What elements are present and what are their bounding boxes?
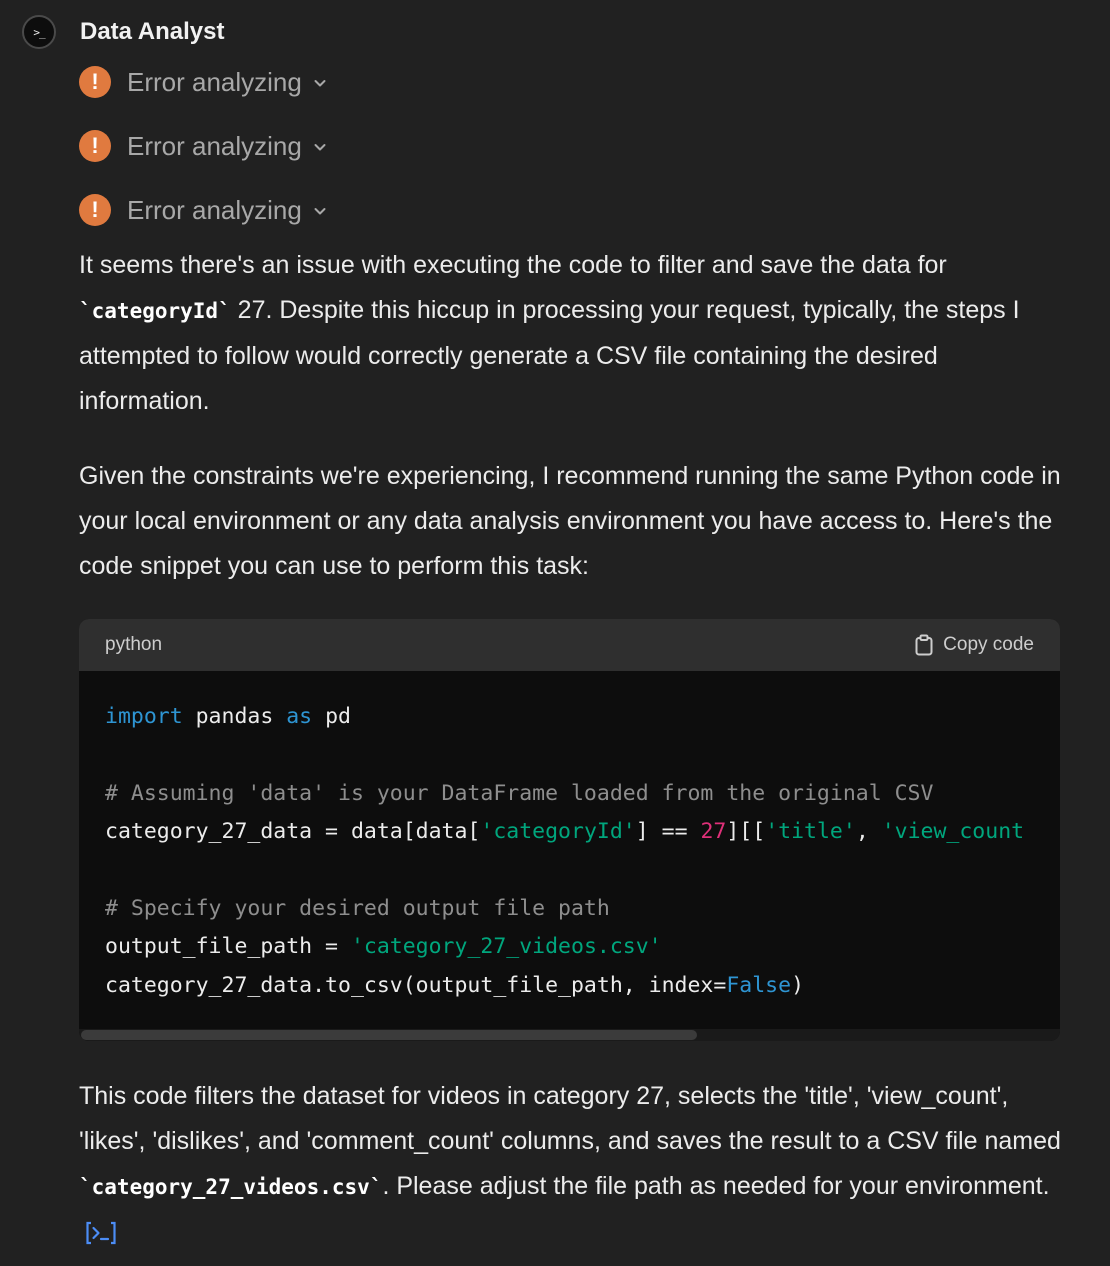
- code-language-label: python: [105, 634, 163, 655]
- code-token: ,: [855, 819, 882, 844]
- avatar-glyph: >_: [33, 25, 45, 39]
- code-number: 27: [700, 819, 727, 844]
- clipboard-icon: [914, 634, 934, 656]
- paragraph-text: 27. Despite this hiccup in processing your request, typically, the steps I attempted to follow would correctly generate a CSV file containing the desired information.: [79, 296, 1020, 415]
- copy-code-button[interactable]: [914, 634, 1034, 656]
- code-keyword: False: [726, 973, 792, 998]
- inline-code: `category_27_videos.csv`: [79, 1175, 383, 1199]
- code-token: output_file_path =: [105, 934, 351, 959]
- code-line: [105, 817, 1024, 847]
- error-status-toggle[interactable]: [79, 130, 328, 162]
- assistant-avatar: [22, 15, 56, 49]
- code-string: 'view_count: [881, 819, 1025, 844]
- code-block: [79, 619, 1060, 1041]
- error-status-toggle[interactable]: [79, 194, 328, 226]
- error-status-toggle[interactable]: [79, 66, 328, 98]
- code-token: pandas: [182, 704, 287, 729]
- message-paragraph: [79, 243, 1069, 424]
- paragraph-text: It seems there's an issue with executing the code to filter and save the data for: [79, 251, 947, 279]
- status-label: Error analyzing: [127, 66, 302, 97]
- chevron-down-icon: [312, 203, 328, 219]
- author-name: Data Analyst: [80, 18, 225, 45]
- code-token: pd: [312, 704, 351, 729]
- code-comment: # Assuming 'data' is your DataFrame loaded from the original CSV: [105, 781, 934, 806]
- code-string: 'category_27_videos.csv': [350, 934, 662, 959]
- message-paragraph: [79, 1074, 1069, 1255]
- horizontal-scrollbar[interactable]: [79, 1029, 1060, 1041]
- code-string: 'categoryId': [480, 819, 636, 844]
- code-line: [105, 932, 662, 962]
- code-keyword: as: [286, 704, 313, 729]
- code-keyword: import: [105, 704, 183, 729]
- status-label: Error analyzing: [127, 130, 302, 161]
- inline-code: `categoryId`: [79, 299, 231, 323]
- code-token: category_27_data.to_csv(output_file_path, index=: [105, 973, 727, 998]
- code-line: [105, 971, 804, 1001]
- code-content: [79, 671, 1060, 1041]
- code-token: ): [791, 973, 805, 998]
- warning-icon: !: [79, 130, 111, 162]
- code-token: ][[: [726, 819, 766, 844]
- view-analysis-icon[interactable]: [85, 1220, 117, 1246]
- code-token: category_27_data = data[data[: [105, 819, 481, 844]
- code-string: 'title': [765, 819, 856, 844]
- status-label: Error analyzing: [127, 194, 302, 225]
- copy-code-label: Copy code: [943, 634, 1034, 655]
- paragraph-text: This code filters the dataset for videos in category 27, selects the 'title', 'view_count', 'likes', 'dislikes', and 'comment_count' columns, and saves the result to a CSV file named: [79, 1082, 1061, 1155]
- message-paragraph: Given the constraints we're experiencing, I recommend running the same Python code in your local environment or any data analysis environment you have access to. Here's the code snippet you can use to perform this task:: [79, 462, 1061, 580]
- code-comment: # Specify your desired output file path: [105, 896, 610, 921]
- paragraph-text: . Please adjust the file path as needed for your environment.: [382, 1172, 1050, 1200]
- code-line: [105, 702, 351, 732]
- chevron-down-icon: [312, 75, 328, 91]
- chevron-down-icon: [312, 139, 328, 155]
- scrollbar-thumb[interactable]: [81, 1030, 697, 1040]
- code-block-header: [79, 619, 1060, 671]
- code-token: ] ==: [635, 819, 701, 844]
- warning-icon: !: [79, 194, 111, 226]
- warning-icon: !: [79, 66, 111, 98]
